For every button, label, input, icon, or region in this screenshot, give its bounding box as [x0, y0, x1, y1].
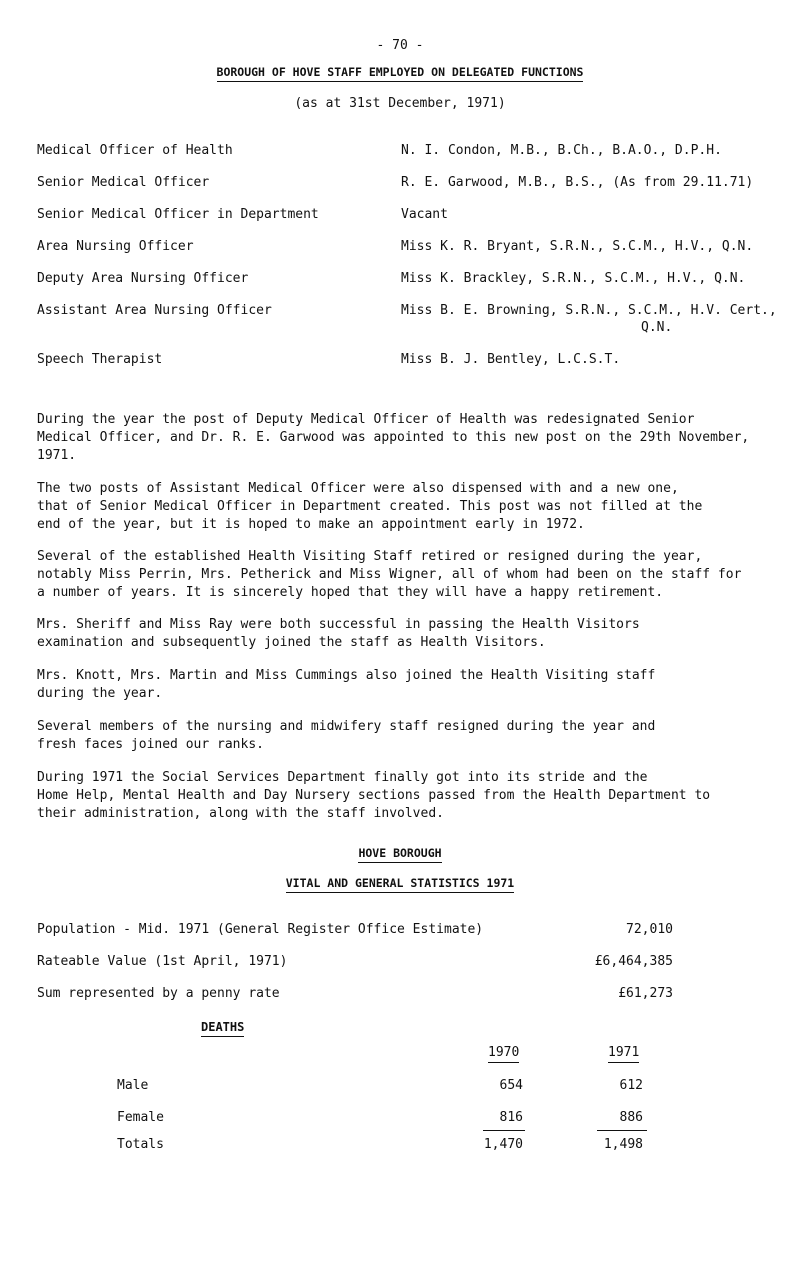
stat-label: Rateable Value (1st April, 1971): [37, 954, 288, 969]
paragraph: Several of the established Health Visiting Staff retired or resigned during the year, notably Miss Perrin, Mrs. Petherick and Miss Wigner, all of whom had been on the staff for a number of years. It is sincerely hoped that they will have a happy retirement.: [37, 549, 742, 600]
page-heading: [0, 65, 800, 79]
stat-label: Sum represented by a penny rate: [37, 986, 280, 1001]
staff-name: Vacant: [401, 207, 448, 222]
stat-label: Population - Mid. 1971 (General Register Office Estimate): [37, 922, 484, 937]
table-cell: 1,498: [603, 1137, 643, 1152]
staff-role: Senior Medical Officer in Department: [37, 207, 319, 222]
staff-role: Assistant Area Nursing Officer: [37, 303, 272, 318]
column-header-1970-text: 1970: [488, 1045, 519, 1063]
stat-value: £6,464,385: [594, 954, 673, 969]
deaths-title-text: DEATHS: [201, 1020, 244, 1037]
subtotal-rule-1970: [483, 1130, 525, 1131]
paragraph: The two posts of Assistant Medical Officer were also dispensed with and a new one, that of Senior Medical Officer in Department created. This post was not filled at the end of the year, but it is hoped to make an appointment early in 1972.: [37, 481, 703, 532]
staff-name: Miss B. E. Browning, S.R.N., S.C.M., H.V. Cert.,: [401, 303, 777, 318]
table-row-label: Totals: [117, 1137, 164, 1152]
table-cell: 612: [619, 1078, 643, 1093]
page-heading-text: BOROUGH OF HOVE STAFF EMPLOYED ON DELEGATED FUNCTIONS: [217, 65, 584, 82]
paragraph: During the year the post of Deputy Medical Officer of Health was redesignated Senior Medical Officer, and Dr. R. E. Garwood was appointed to this new post on the 29th November, 1971.: [37, 412, 750, 463]
staff-role: Medical Officer of Health: [37, 143, 233, 158]
column-header-1971: [608, 1045, 639, 1060]
staff-role: Deputy Area Nursing Officer: [37, 271, 249, 286]
staff-role: Speech Therapist: [37, 352, 163, 367]
table-row-label: Male: [117, 1078, 149, 1093]
staff-role: Area Nursing Officer: [37, 239, 194, 254]
section-title: [0, 846, 800, 860]
table-cell: 816: [499, 1110, 523, 1125]
paragraph: Several members of the nursing and midwifery staff resigned during the year and fresh faces joined our ranks.: [37, 719, 656, 752]
column-header-1971-text: 1971: [608, 1045, 639, 1063]
section-title-text: HOVE BOROUGH: [358, 846, 441, 863]
table-cell: 654: [499, 1078, 523, 1093]
staff-role: Senior Medical Officer: [37, 175, 210, 190]
section-subtitle-text: VITAL AND GENERAL STATISTICS 1971: [286, 876, 514, 893]
stat-value: £61,273: [618, 986, 673, 1001]
section-subtitle: [0, 876, 800, 890]
paragraph: Mrs. Knott, Mrs. Martin and Miss Cummings also joined the Health Visiting staff during the year.: [37, 668, 656, 701]
table-cell: 1,470: [483, 1137, 523, 1152]
column-header-1970: [488, 1045, 519, 1060]
staff-name: Miss B. J. Bentley, L.C.S.T.: [401, 352, 621, 367]
staff-name: Miss K. Brackley, S.R.N., S.C.M., H.V., Q.N.: [401, 271, 746, 286]
stat-value: 72,010: [626, 922, 673, 937]
subtotal-rule-1971: [597, 1130, 647, 1131]
table-row-label: Female: [117, 1110, 164, 1125]
staff-name: N. I. Condon, M.B., B.Ch., B.A.O., D.P.H.: [401, 143, 722, 158]
table-cell: 886: [619, 1110, 643, 1125]
page-number: - 70 -: [376, 38, 424, 53]
page-subheading: (as at 31st December, 1971): [294, 96, 506, 111]
paragraph: During 1971 the Social Services Department finally got into its stride and the Home Help, Mental Health and Day Nursery sections passed from the Health Department to their administration, along with the staff involved.: [37, 770, 711, 821]
deaths-title: [201, 1020, 244, 1034]
staff-name: Miss K. R. Bryant, S.R.N., S.C.M., H.V., Q.N.: [401, 239, 754, 254]
staff-name: R. E. Garwood, M.B., B.S., (As from 29.11.71): [401, 175, 754, 190]
paragraph: Mrs. Sheriff and Miss Ray were both successful in passing the Health Visitors examination and subsequently joined the staff as Health Visitors.: [37, 617, 640, 650]
staff-name-continuation: Q.N.: [641, 320, 673, 335]
